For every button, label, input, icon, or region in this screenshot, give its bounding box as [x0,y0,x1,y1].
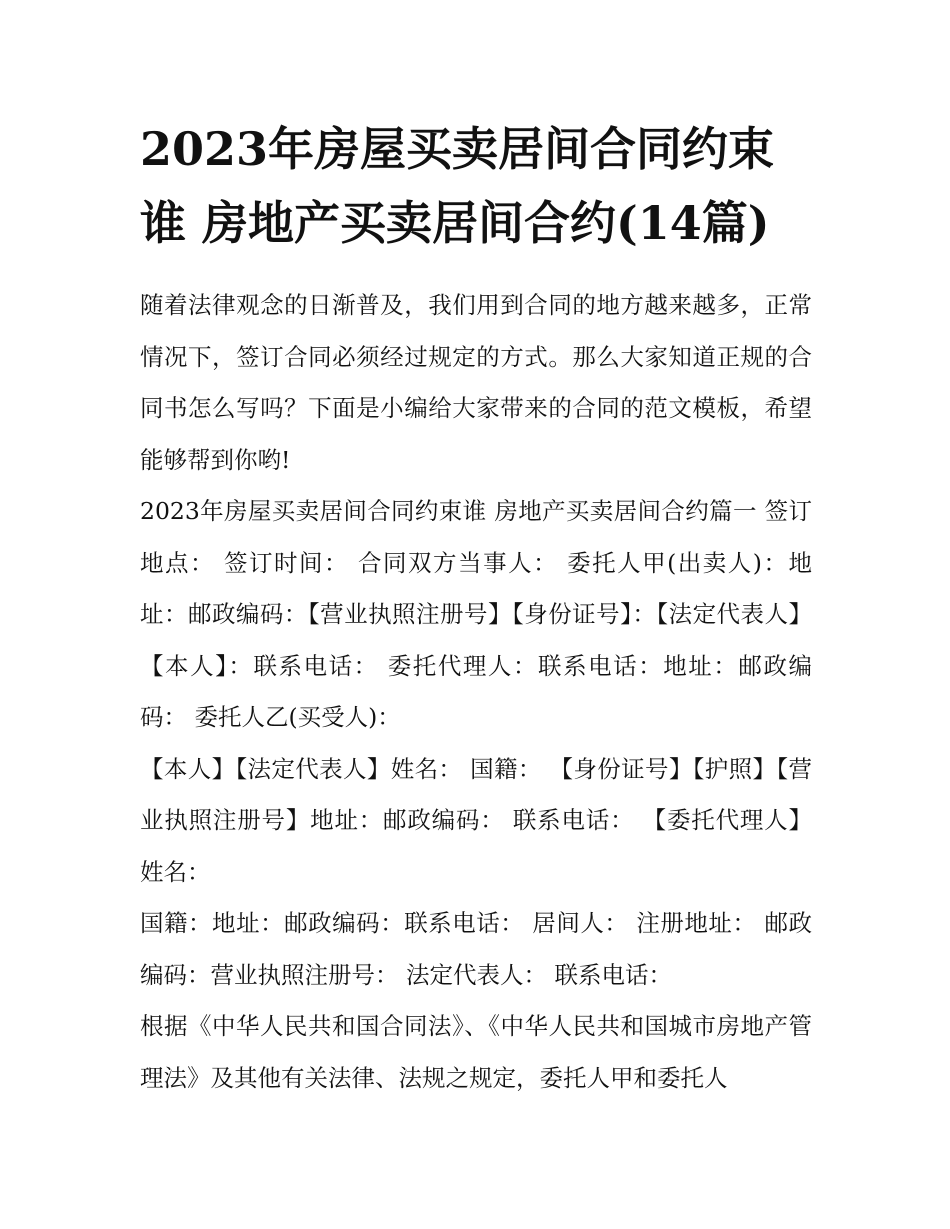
agent-info-paragraph: 国籍：地址：邮政编码：联系电话： 居间人： 注册地址： 邮政编码：营业执照注册号： 法定代表人： 联系电话： [140,909,812,989]
legal-basis-paragraph: 根据《中华人民共和国合同法》、《中华人民共和国城市房地产管理法》及其他有关法律、法规之规定，委托人甲和委托人 [140,1012,812,1092]
contract-parties-paragraph: 2023年房屋买卖居间合同约束谁 房地产买卖居间合约篇一 签订地点： 签订时间： 合同双方当事人： 委托人甲(出卖人)：地址：邮政编码：【营业执照注册号】【身份证号】：【法定代表人】【本人】：联系电话： 委托代理人：联系电话：地址：邮政编码： 委托人乙(买受人)： [140,497,812,731]
document-page [140,112,812,1104]
document-title: 2023年房屋买卖居间合同约束谁 房地产买卖居间合约(14篇) [140,122,775,250]
intro-paragraph: 随着法律观念的日渐普及，我们用到合同的地方越来越多，正常情况下，签订合同必须经过规定的方式。那么大家知道正规的合同书怎么写吗？下面是小编给大家带来的合同的范文模板，希望能够帮到你哟! [140,291,812,474]
buyer-info-paragraph: 【本人】【法定代表人】姓名： 国籍： 【身份证号】【护照】【营业执照注册号】地址：邮政编码： 联系电话： 【委托代理人】姓名： [140,754,812,886]
